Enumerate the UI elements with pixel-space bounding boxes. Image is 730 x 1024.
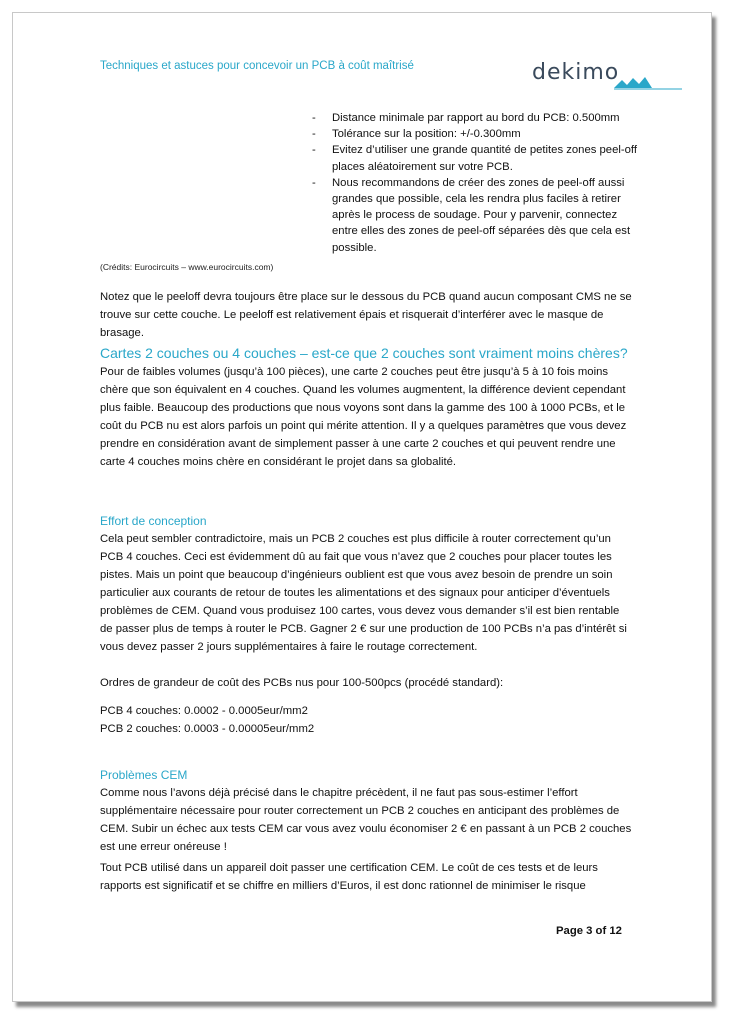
list-item: - Tolérance sur la position: +/-0.300mm (310, 126, 640, 142)
header-title: Techniques et astuces pour concevoir un PCB à coût maîtrisé (100, 60, 414, 72)
cost-2-layer: PCB 2 couches: 0.0003 - 0.00005eur/mm2 (100, 723, 315, 735)
cost-intro: Ordres de grandeur de coût des PCBs nus pour 100-500pcs (procédé standard): (100, 677, 504, 689)
page-number: Page 3 of 12 (556, 925, 622, 937)
list-item: - Nous recommandons de créer des zones de peel-off aussi grandes que possible, cela les rendra plus faciles à retirer après le process de soudage. Pour y parvenir, connectez entre elles des zones de peel-off séparées dès que cela est possible. (310, 175, 640, 256)
list-item: - Distance minimale par rapport au bord du PCB: 0.500mm (310, 110, 640, 126)
cost-4-layer: PCB 4 couches: 0.0002 - 0.0005eur/mm2 (100, 705, 308, 717)
section-paragraph: Comme nous l’avons déjà précisé dans le chapitre précèdent, il ne faut pas sous-estimer l’effort supplémentaire nécessaire pour router correctement un PCB 2 couches en anticipant des problèmes de CEM. Subir un échec aux tests CEM car vous avez voulu économiser 2 € en passant à un PCB 2 couches est une erreur onéreuse ! (100, 787, 632, 853)
section-paragraph: Tout PCB utilisé dans un appareil doit passer une certification CEM. Le coût de ces tests et de leurs rapports est significatif et se chiffre en milliers d’Euros, il est donc rationnel de minimiser le risque (100, 862, 598, 892)
section-heading: Problèmes CEM (100, 768, 188, 782)
intro-paragraph: Notez que le peeloff devra toujours être place sur le dessous du PCB quand aucun composant CMS ne se trouve sur cette couche. Le peeloff est relativement épais et risquerait d’interférer avec le masque de brasage. (100, 291, 632, 339)
section-paragraph: Pour de faibles volumes (jusqu’à 100 pièces), une carte 2 couches peut être jusqu’à 5 à 10 fois moins chère que son équivalent en 4 couches. Quand les volumes augmentent, la différence devient cependant plus faible. Beaucoup des productions que nous voyons sont dans la gamme des 100 à 1000 PCBs, et le coût du PCB nu est alors parfois un point qui mérite attention. Il y a quelques paramètres que vous devez prendre en considération avant de simplement passer à une carte 2 couches et qui peuvent rendre une carte 4 couches moins chère en considérant le projet dans sa globalité. (100, 366, 627, 468)
peeloff-bullet-list (310, 110, 640, 256)
section-heading: Cartes 2 couches ou 4 couches – est-ce que 2 couches sont vraiment moins chères? (100, 345, 628, 361)
list-item: - Evitez d’utiliser une grande quantité de petites zones peel-off places aléatoirement sur votre PCB. (310, 142, 640, 174)
logo-text: dekimo (532, 60, 620, 85)
section-heading: Effort de conception (100, 514, 207, 528)
section-paragraph: Cela peut sembler contradictoire, mais un PCB 2 couches est plus difficile à router correctement qu’un PCB 4 couches. Ceci est évidemment dû au fait que vous n’avez que 2 couches pour placer toutes les pistes. Mais un point que beaucoup d’ingénieurs oublient est que vous avez besoin de prendre un soin particulier aux courants de retour de toutes les alimentations et des signaux pour anticiper d’éventuels problèmes de CEM. Quand vous produisez 100 cartes, vous devez vous demander s’il est bien rentable de passer plus de temps à router le PCB. Gagner 2 € sur une production de 100 PCBs n’a pas d’intérêt si vous devez passer 2 jours supplémentaires à faire le routage correctement. (100, 533, 627, 653)
dekimo-logo (532, 60, 682, 100)
logo-wave-icon (614, 74, 682, 90)
image-credits: (Crédits: Eurocircuits – www.eurocircuits.com) (100, 262, 274, 272)
